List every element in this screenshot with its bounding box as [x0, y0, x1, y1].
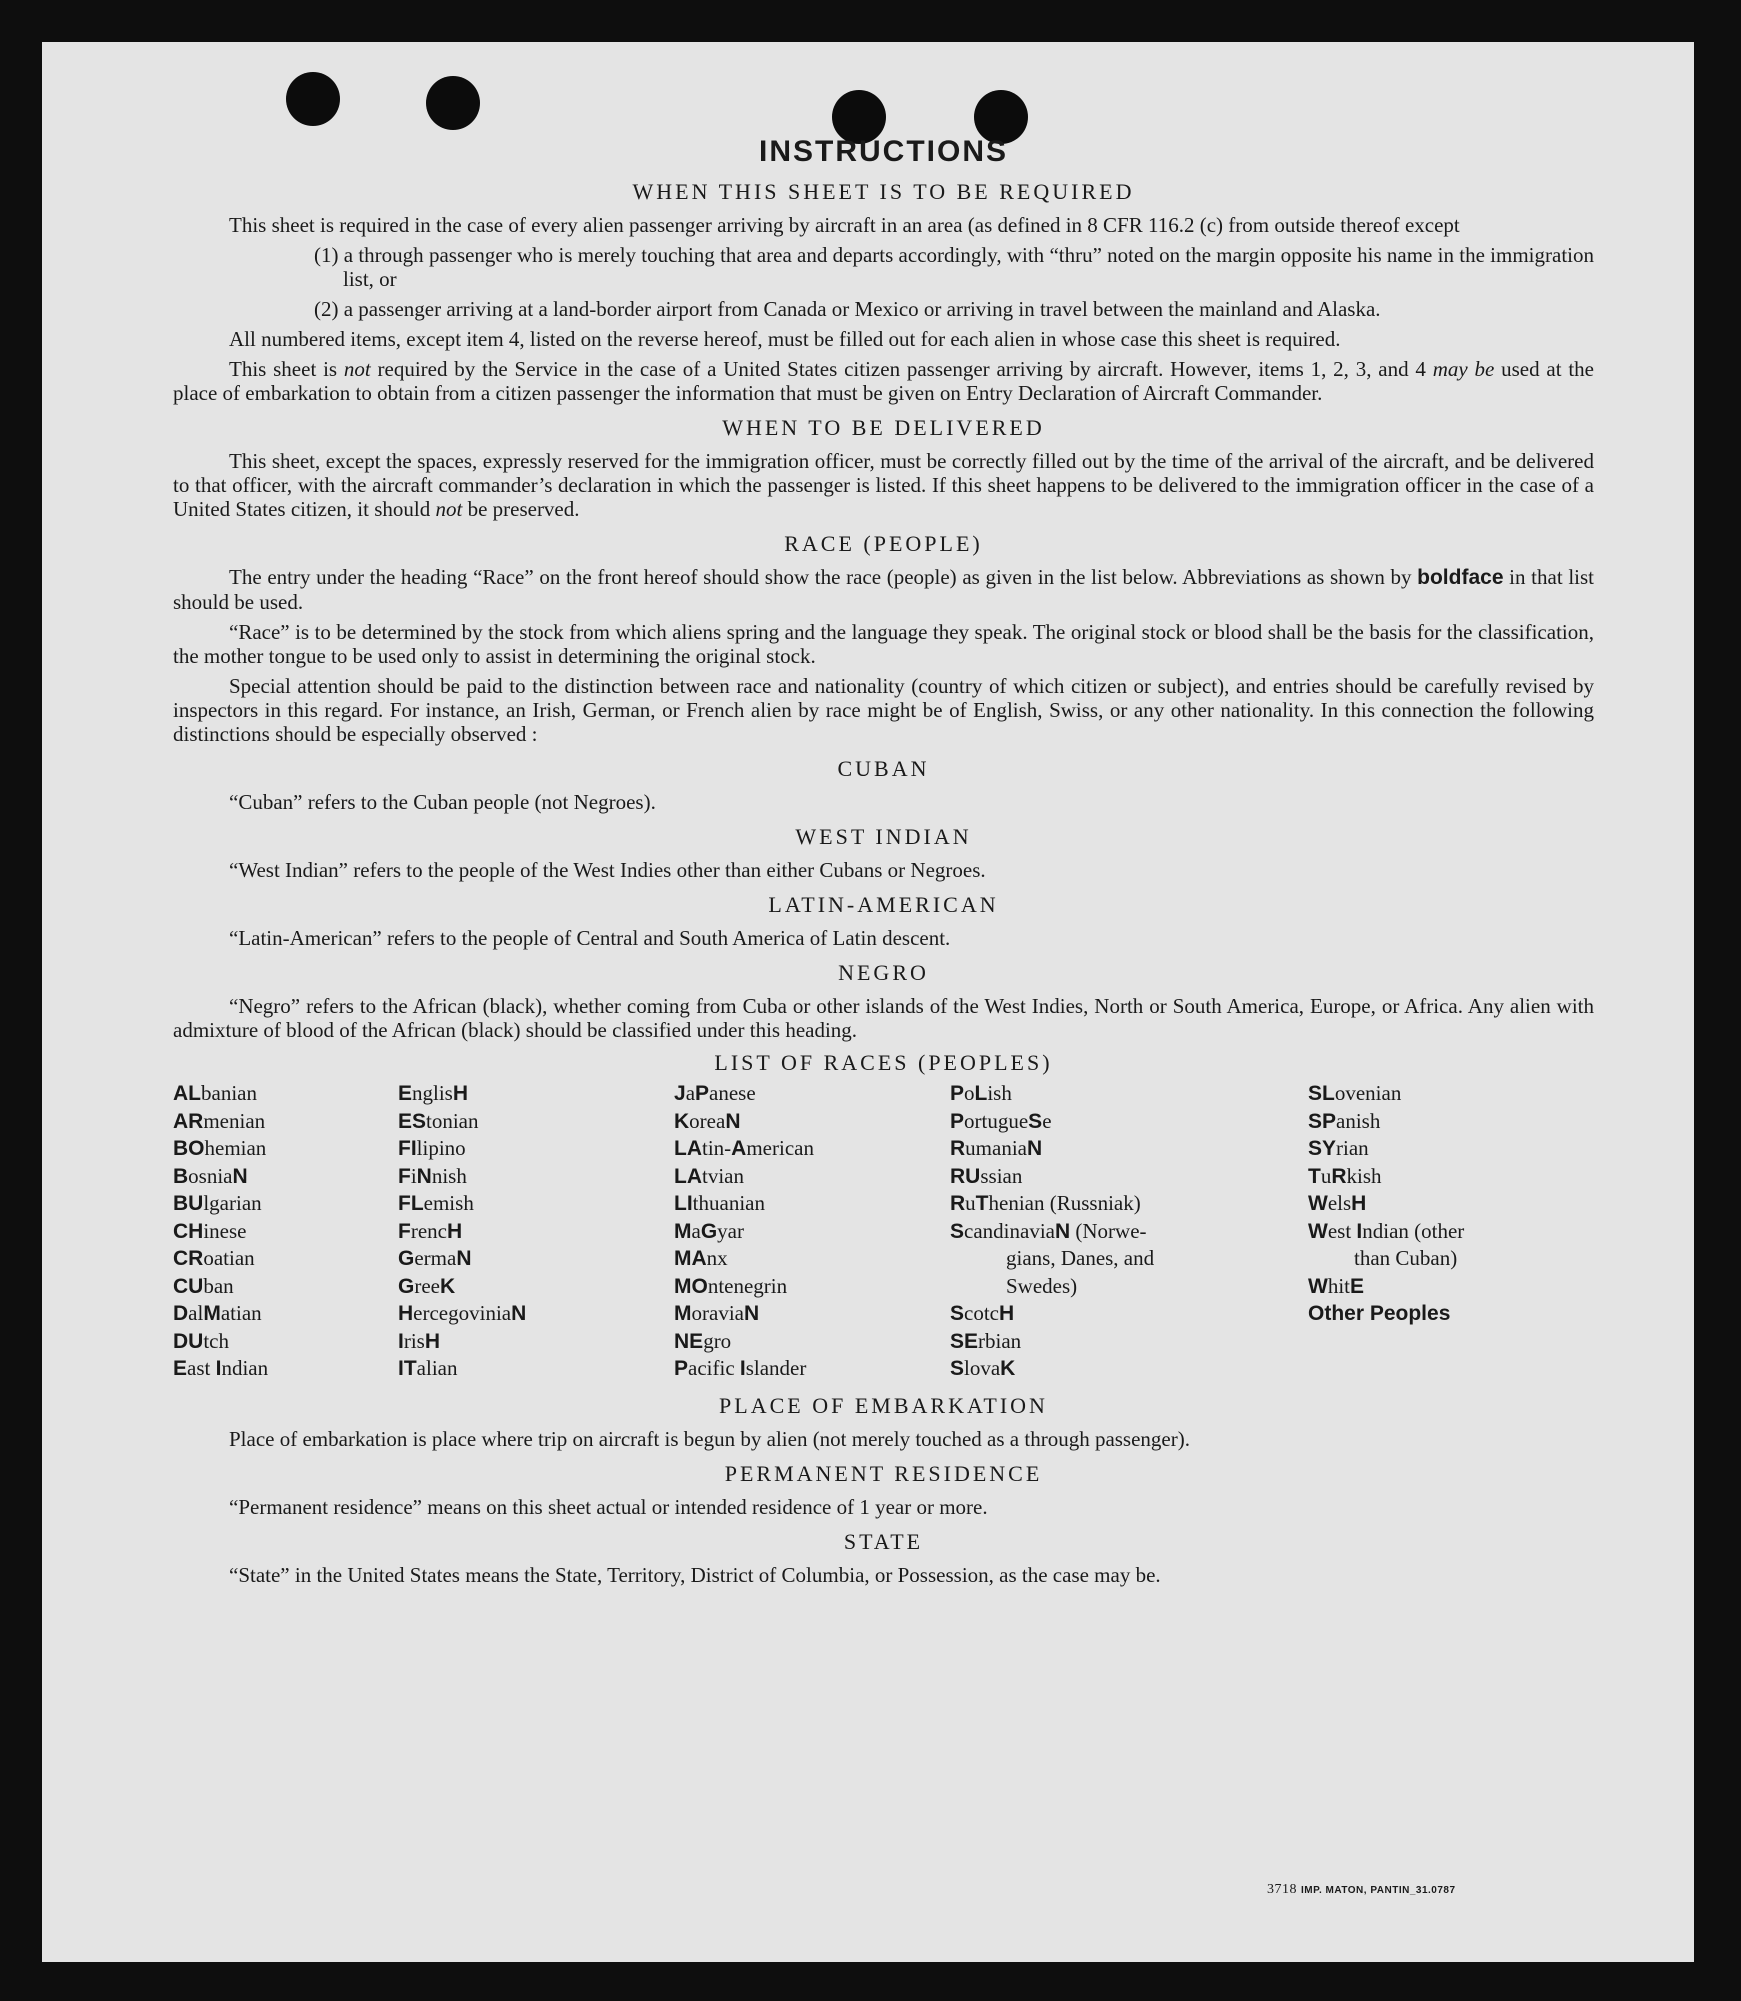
- form-number: 3718: [1267, 1882, 1297, 1897]
- race-entry: WelsH: [1308, 1191, 1367, 1215]
- paragraph: This sheet is not required by the Service in the case of a United States citizen passenger arriving by aircraft. However, items 1, 2, 3, and 4 may be used at the place of embarkation to obtain from a citizen passenger the information that must be given on Entry Declaration of Aircraft Commander.: [173, 357, 1594, 405]
- race-entry: IrisH: [398, 1328, 441, 1353]
- race-entry: Pacific Islander: [674, 1356, 807, 1380]
- race-entry: BOhemian: [173, 1136, 267, 1160]
- punch-hole: [426, 76, 480, 130]
- section-heading-west-indian: WEST INDIAN: [795, 824, 972, 849]
- race-entry: FrencH: [398, 1218, 463, 1243]
- section-heading-race: RACE (PEOPLE): [784, 531, 983, 556]
- paragraph: “Negro” refers to the African (black), whether coming from Cuba or other islands of the West Indies, North or South America, Europe, or Africa. Any alien with admixture of blood of the African (black) should be classified under this heading.: [173, 994, 1594, 1042]
- race-entry: ITalian: [398, 1356, 458, 1380]
- printer-name: IMP. MATON, PANTIN_31.0787: [1301, 1885, 1456, 1896]
- race-entry: BosniaN: [173, 1163, 248, 1188]
- race-entry: Other Peoples: [1308, 1302, 1451, 1325]
- race-entry: LAtin-American: [674, 1136, 814, 1160]
- race-entry: ScandinaviaN (Norwe-: [950, 1218, 1147, 1243]
- printer-imprint: [1267, 1882, 1456, 1898]
- race-entry: LIthuanian: [674, 1191, 765, 1215]
- race-entry: RumaniaN: [950, 1136, 1043, 1160]
- race-entry: NEgro: [674, 1328, 732, 1353]
- race-entry: EnglisH: [398, 1081, 469, 1105]
- race-entry: FiNnish: [398, 1163, 467, 1188]
- paragraph: All numbered items, except item 4, listed on the reverse hereof, must be filled out for each alien in whose case this sheet is required.: [229, 327, 1341, 351]
- document-sheet: [42, 42, 1694, 1962]
- race-entry: RUssian: [950, 1163, 1023, 1188]
- race-entry: RuThenian (Russniak): [950, 1191, 1141, 1215]
- race-entry: than Cuban): [1354, 1246, 1458, 1270]
- race-entry: SPanish: [1308, 1108, 1381, 1133]
- race-entry: SYrian: [1308, 1136, 1369, 1160]
- section-heading-state: STATE: [843, 1528, 924, 1554]
- race-entry: JaPanese: [674, 1081, 756, 1105]
- race-entry: MaGyar: [674, 1218, 744, 1243]
- race-entry: SlovaK: [950, 1356, 1016, 1380]
- paragraph: “State” in the United States means the State, Territory, District of Columbia, or Possession, as the case may be.: [229, 1562, 1161, 1587]
- race-entry: HercegoviniaN: [398, 1301, 527, 1325]
- race-entry: PoLish: [950, 1081, 1012, 1105]
- race-entry: FLemish: [398, 1191, 474, 1215]
- race-entry: MoraviaN: [674, 1301, 760, 1325]
- race-entry: ScotcH: [950, 1301, 1015, 1325]
- race-entry: CUban: [173, 1273, 234, 1298]
- punch-hole: [286, 72, 340, 126]
- race-entry: East Indian: [173, 1356, 269, 1380]
- section-heading-delivered: WHEN TO BE DELIVERED: [722, 415, 1045, 440]
- race-entry: TuRkish: [1308, 1163, 1382, 1188]
- race-entry: Swedes): [1006, 1273, 1078, 1298]
- paragraph: “Race” is to be determined by the stock from which aliens spring and the language they speak. The original stock or blood shall be the basis for the classification, the mother tongue to be used only to assist in determining the original stock.: [173, 620, 1594, 668]
- instructions-body: [173, 135, 1594, 1593]
- race-entry: DalMatian: [173, 1301, 262, 1325]
- race-entry: GermaN: [398, 1246, 472, 1270]
- race-entry: LAtvian: [674, 1163, 744, 1188]
- section-heading-negro: NEGRO: [838, 960, 929, 985]
- paragraph: “West Indian” refers to the people of the West Indies other than either Cubans or Negroes.: [229, 858, 986, 882]
- page-title: INSTRUCTIONS: [759, 135, 1008, 168]
- race-entry: MAnx: [674, 1246, 728, 1270]
- paragraph: “Cuban” refers to the Cuban people (not Negroes).: [229, 790, 656, 814]
- paragraph: This sheet, except the spaces, expressly reserved for the immigration officer, must be correctly filled out by the time of the arrival of the aircraft, and be delivered to that officer, with the aircraft commander’s declaration in which the passenger is listed. If this sheet happens to be delivered to the immigration officer in the case of a United States citizen, it should not be preserved.: [173, 449, 1594, 521]
- list-item: (1) a through passenger who is merely touching that area and departs accordingly, with “thru” noted on the margin opposite his name in the immigration list, or: [314, 243, 1594, 291]
- race-entry: KoreaN: [674, 1108, 741, 1133]
- list-item: (2) a passenger arriving at a land-border airport from Canada or Mexico or arriving in travel between the mainland and Alaska.: [314, 297, 1381, 321]
- race-entry: [1308, 1355, 1594, 1383]
- paragraph: Place of embarkation is place where trip on aircraft is begun by alien (not merely touched as a through passenger).: [229, 1426, 1190, 1451]
- race-entry: DUtch: [173, 1328, 229, 1353]
- section-heading-residence: PERMANENT RESIDENCE: [724, 1460, 1043, 1486]
- race-entry: MOntenegrin: [674, 1273, 788, 1298]
- race-entry: CHinese: [173, 1218, 247, 1243]
- race-entry: CRoatian: [173, 1246, 255, 1270]
- race-entry: SLovenian: [1308, 1081, 1402, 1105]
- section-heading-required: WHEN THIS SHEET IS TO BE REQUIRED: [632, 179, 1135, 204]
- paragraph: “Permanent residence” means on this sheet actual or intended residence of 1 year or more.: [229, 1494, 988, 1519]
- section-heading-races-list: LIST OF RACES (PEOPLES): [714, 1050, 1053, 1075]
- race-entry: gians, Danes, and: [1006, 1246, 1155, 1270]
- paragraph: The entry under the heading “Race” on the front hereof should show the race (people) as given in the list below. Abbreviations as shown by boldface in that list should be used.: [173, 565, 1595, 614]
- races-list: [173, 1080, 1594, 1383]
- race-entry: [1308, 1328, 1594, 1356]
- race-entry: GreeK: [398, 1273, 456, 1298]
- race-entry: West Indian (other: [1308, 1218, 1465, 1243]
- race-entry: ALbanian: [173, 1081, 257, 1105]
- race-entry: BUlgarian: [173, 1191, 262, 1215]
- section-heading-latin-american: LATIN-AMERICAN: [768, 892, 999, 917]
- race-entry: PortugueSe: [950, 1108, 1052, 1133]
- paragraph: This sheet is required in the case of every alien passenger arriving by aircraft in an area (as defined in 8 CFR 116.2 (c) from outside thereof except: [229, 213, 1460, 237]
- race-entry: WhitE: [1308, 1273, 1365, 1298]
- paragraph: “Latin-American” refers to the people of Central and South America of Latin descent.: [229, 926, 951, 950]
- section-heading-embarkation: PLACE OF EMBARKATION: [719, 1392, 1048, 1418]
- race-entry: ARmenian: [173, 1108, 266, 1133]
- race-entry: FIlipino: [398, 1136, 466, 1160]
- race-entry: SErbian: [950, 1328, 1022, 1353]
- section-heading-cuban: CUBAN: [837, 756, 930, 781]
- paragraph: Special attention should be paid to the distinction between race and nationality (country of which citizen or subject), and entries should be carefully revised by inspectors in this regard. For instance, an Irish, German, or French alien by race might be of English, Swiss, or any other nationality. In this connection the following distinctions should be especially observed :: [173, 674, 1594, 746]
- race-entry: EStonian: [398, 1108, 479, 1133]
